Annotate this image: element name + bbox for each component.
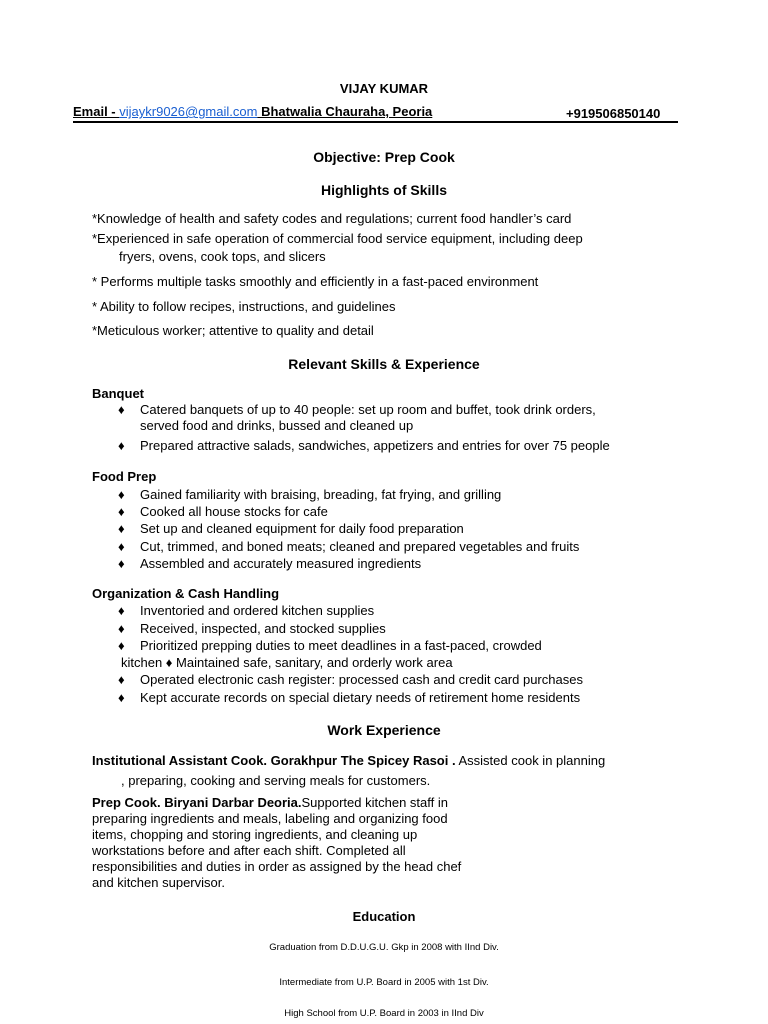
- diamond-bullet-icon: ♦: [118, 603, 125, 618]
- highlight-line: * Ability to follow recipes, instructions, and guidelines: [92, 299, 396, 314]
- objective-heading: Objective: Prep Cook: [313, 149, 455, 165]
- job-entry: Institutional Assistant Cook. Gorakhpur The Spicey Rasoi . Assisted cook in planning: [92, 753, 606, 768]
- list-item: ♦ Inventoried and ordered kitchen supplies: [118, 603, 375, 618]
- diamond-bullet-icon: ♦: [118, 621, 125, 636]
- highlight-line: * Performs multiple tasks smoothly and efficiently in a fast-paced environment: [92, 274, 539, 289]
- diamond-bullet-icon: ♦: [118, 438, 125, 453]
- job-description: workstations before and after each shift. Completed all: [92, 843, 406, 858]
- address-text: Bhatwalia Chauraha, Peoria: [257, 104, 433, 119]
- email-label: Email -: [73, 104, 120, 119]
- list-item: ♦ Received, inspected, and stocked supplies: [118, 621, 386, 636]
- diamond-bullet-icon: ♦: [118, 539, 125, 554]
- work-experience-heading: Work Experience: [327, 722, 441, 738]
- highlights-heading: Highlights of Skills: [320, 182, 447, 198]
- diamond-bullet-icon: ♦: [118, 487, 125, 502]
- highlight-line: *Knowledge of health and safety codes and regulations; current food handler’s card: [92, 211, 572, 226]
- list-item: ♦ Operated electronic cash register: processed cash and credit card purchases: [118, 672, 583, 687]
- job-title: Institutional Assistant Cook. Gorakhpur The Spicey Rasoi .: [92, 753, 456, 768]
- list-item: ♦ Assembled and accurately measured ingredients: [118, 556, 422, 571]
- list-item: ♦ Set up and cleaned equipment for daily food preparation: [118, 521, 464, 536]
- list-item: ♦ Prioritized prepping duties to meet deadlines in a fast-paced, crowded: [118, 638, 542, 653]
- list-item-continuation: served food and drinks, bussed and cleaned up: [140, 418, 414, 433]
- relevant-skills-heading: Relevant Skills & Experience: [288, 356, 480, 372]
- highlight-line: *Meticulous worker; attentive to quality and detail: [92, 323, 374, 338]
- education-line: High School from U.P. Board in 2003 in IInd Div: [284, 1008, 484, 1019]
- diamond-bullet-icon: ♦: [118, 690, 125, 705]
- diamond-bullet-icon: ♦: [118, 504, 125, 519]
- diamond-bullet-icon: ♦: [118, 402, 125, 417]
- org-cash-subheading: Organization & Cash Handling: [92, 586, 280, 601]
- diamond-bullet-icon: ♦: [118, 672, 125, 687]
- job-description: and kitchen supervisor.: [92, 875, 225, 890]
- phone-number: +919506850140: [566, 106, 661, 121]
- highlight-line: *Experienced in safe operation of commercial food service equipment, including deep: [92, 231, 583, 246]
- list-item: ♦ Prepared attractive salads, sandwiches, appetizers and entries for over 75 people: [118, 438, 610, 453]
- job-entry: Prep Cook. Biryani Darbar Deoria.Supported kitchen staff in: [92, 795, 448, 810]
- banquet-subheading: Banquet: [92, 386, 144, 401]
- list-item: ♦ Gained familiarity with braising, breading, fat frying, and grilling: [118, 487, 502, 502]
- list-item-continuation: kitchen ♦ Maintained safe, sanitary, and orderly work area: [121, 655, 453, 670]
- list-item: ♦ Cut, trimmed, and boned meats; cleaned and prepared vegetables and fruits: [118, 539, 580, 554]
- candidate-name: VIJAY KUMAR: [339, 81, 429, 96]
- food-prep-subheading: Food Prep: [92, 469, 157, 484]
- list-item: ♦ Cooked all house stocks for cafe: [118, 504, 328, 519]
- header-divider: [73, 121, 678, 123]
- job-description: , preparing, cooking and serving meals for customers.: [121, 773, 431, 788]
- job-title: Prep Cook. Biryani Darbar Deoria.: [92, 795, 302, 810]
- education-heading: Education: [352, 909, 416, 924]
- list-item: ♦ Kept accurate records on special dietary needs of retirement home residents: [118, 690, 581, 705]
- email-link[interactable]: vijaykr9026@gmail.com: [119, 104, 258, 119]
- diamond-bullet-icon: ♦: [118, 521, 125, 536]
- job-description: preparing ingredients and meals, labeling and organizing food: [92, 811, 448, 826]
- highlight-line: fryers, ovens, cook tops, and slicers: [119, 249, 326, 264]
- education-line: Intermediate from U.P. Board in 2005 with 1st Div.: [279, 977, 489, 988]
- education-line: Graduation from D.D.U.G.U. Gkp in 2008 with IInd Div.: [269, 942, 499, 953]
- job-description: items, chopping and storing ingredients, and cleaning up: [92, 827, 418, 842]
- diamond-bullet-icon: ♦: [118, 638, 125, 653]
- contact-row: [73, 104, 432, 119]
- list-item: ♦ Catered banquets of up to 40 people: set up room and buffet, took drink orders,: [118, 402, 596, 417]
- diamond-bullet-icon: ♦: [118, 556, 125, 571]
- job-description: responsibilities and duties in order as assigned by the head chef: [92, 859, 462, 874]
